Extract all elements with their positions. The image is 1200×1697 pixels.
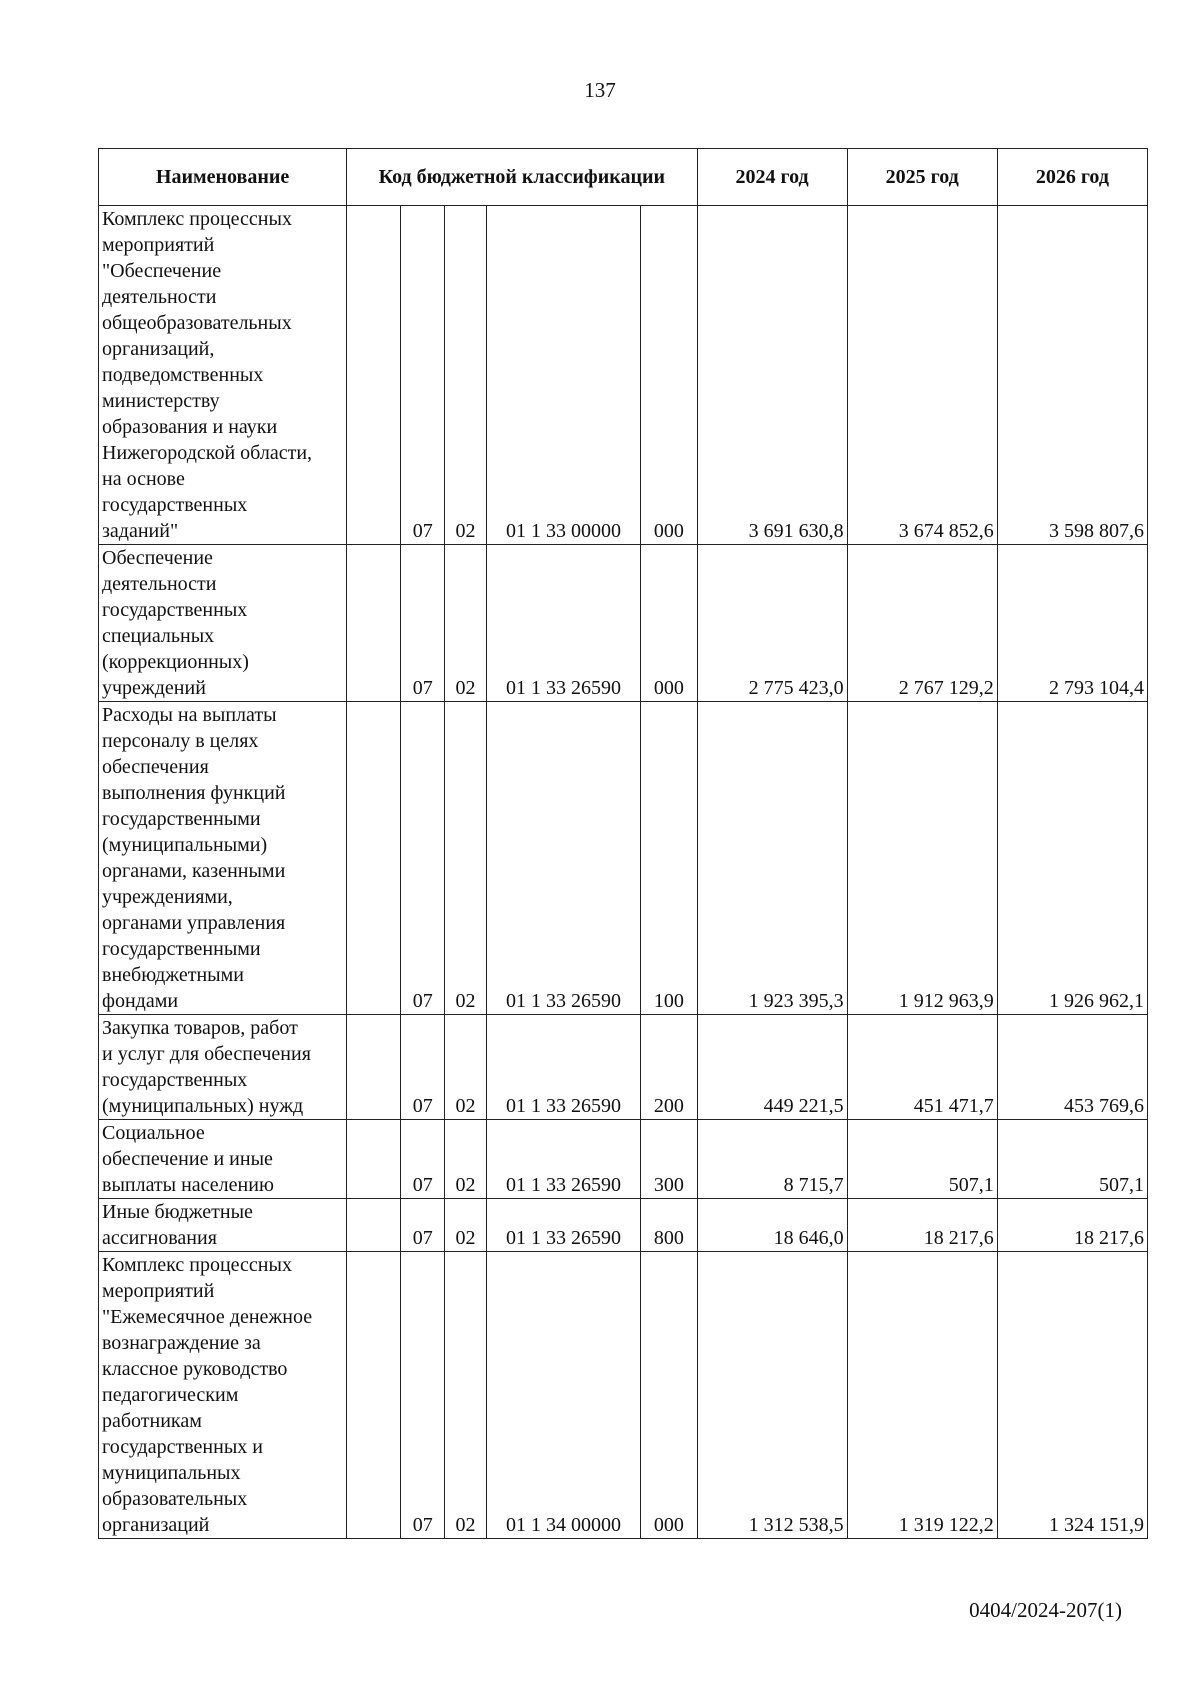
row-name-line: общеобразовательных xyxy=(102,312,292,334)
header-name: Наименование xyxy=(99,149,347,206)
value-2025-cell: 507,1 xyxy=(847,1120,997,1199)
row-name-line: мероприятий xyxy=(102,1280,215,1302)
row-name-line: Комплекс процессных xyxy=(102,208,292,230)
row-name-line: органами, казенными xyxy=(102,860,286,882)
code-blank-cell xyxy=(347,545,401,702)
value-2024-cell: 8 715,7 xyxy=(697,1120,847,1199)
code-expense-type-cell: 800 xyxy=(641,1199,697,1252)
value-2024-cell: 2 775 423,0 xyxy=(697,545,847,702)
budget-table xyxy=(98,148,1148,1539)
value-2024-cell: 1 312 538,5 xyxy=(697,1252,847,1539)
code-blank-cell xyxy=(347,1015,401,1120)
row-name-line: деятельности xyxy=(102,286,217,308)
value-2025-cell: 1 319 122,2 xyxy=(847,1252,997,1539)
code-subsection-cell: 02 xyxy=(445,1015,487,1120)
code-target-article-cell: 01 1 33 00000 xyxy=(486,206,640,545)
row-name-line: организаций, xyxy=(102,338,215,360)
code-section-cell: 07 xyxy=(401,1015,445,1120)
row-name-line: мероприятий xyxy=(102,234,215,256)
row-name-line: вознаграждение за xyxy=(102,1332,261,1354)
table-row xyxy=(99,206,1148,545)
row-name-cell xyxy=(99,206,347,545)
code-blank-cell xyxy=(347,1199,401,1252)
value-2024-cell: 449 221,5 xyxy=(697,1015,847,1120)
row-name-line: министерству xyxy=(102,390,220,412)
code-blank-cell xyxy=(347,1252,401,1539)
row-name-line: государственными xyxy=(102,938,261,960)
row-name-line: организаций xyxy=(102,1514,210,1536)
row-name-line: учреждениями, xyxy=(102,886,233,908)
document-number: 0404/2024-207(1) xyxy=(969,1598,1122,1622)
table-row xyxy=(99,702,1148,1015)
value-2025-cell: 18 217,6 xyxy=(847,1199,997,1252)
page-number: 137 xyxy=(584,78,616,102)
code-expense-type-cell: 000 xyxy=(641,206,697,545)
row-name-line: образования и науки xyxy=(102,416,278,438)
row-name-line: "Ежемесячное денежное xyxy=(102,1306,313,1328)
code-section-cell: 07 xyxy=(401,702,445,1015)
row-name-line: внебюджетными xyxy=(102,964,244,986)
row-name-line: классное руководство xyxy=(102,1358,288,1380)
row-name-line: обеспечение и иные xyxy=(102,1148,273,1170)
row-name-line: Нижегородской области, xyxy=(102,442,313,464)
row-name-line: и услуг для обеспечения xyxy=(102,1043,311,1065)
code-section-cell: 07 xyxy=(401,206,445,545)
row-name-line: выплаты населению xyxy=(102,1174,274,1196)
table-row xyxy=(99,1199,1148,1252)
row-name-line: Обеспечение xyxy=(102,547,213,569)
row-name-line: Социальное xyxy=(102,1122,205,1144)
table-row xyxy=(99,545,1148,702)
value-2026-cell: 453 769,6 xyxy=(997,1015,1147,1120)
code-target-article-cell: 01 1 34 00000 xyxy=(486,1252,640,1539)
value-2025-cell: 3 674 852,6 xyxy=(847,206,997,545)
value-2026-cell: 507,1 xyxy=(997,1120,1147,1199)
table-row xyxy=(99,1252,1148,1539)
code-expense-type-cell: 000 xyxy=(641,1252,697,1539)
value-2025-cell: 1 912 963,9 xyxy=(847,702,997,1015)
code-expense-type-cell: 200 xyxy=(641,1015,697,1120)
table-row xyxy=(99,1120,1148,1199)
row-name-line: (муниципальными) xyxy=(102,834,268,856)
row-name-line: (коррекционных) xyxy=(102,651,249,673)
header-code: Код бюджетной классификации xyxy=(347,149,697,206)
value-2025-cell: 2 767 129,2 xyxy=(847,545,997,702)
code-target-article-cell: 01 1 33 26590 xyxy=(486,1120,640,1199)
code-subsection-cell: 02 xyxy=(445,1252,487,1539)
row-name-line: деятельности xyxy=(102,573,217,595)
row-name-line: педагогическим xyxy=(102,1384,239,1406)
row-name-line: специальных xyxy=(102,625,215,647)
row-name-line: органами управления xyxy=(102,912,286,934)
header-2024: 2024 год xyxy=(697,149,847,206)
value-2026-cell: 1 324 151,9 xyxy=(997,1252,1147,1539)
row-name-line: государственных xyxy=(102,494,248,516)
value-2026-cell: 18 217,6 xyxy=(997,1199,1147,1252)
row-name-cell xyxy=(99,1015,347,1120)
row-name-line: государственных и xyxy=(102,1436,263,1458)
table-body xyxy=(99,206,1148,1539)
row-name-line: персоналу в целях xyxy=(102,730,259,752)
row-name-line: выполнения функций xyxy=(102,782,286,804)
code-subsection-cell: 02 xyxy=(445,545,487,702)
code-expense-type-cell: 000 xyxy=(641,545,697,702)
code-blank-cell xyxy=(347,206,401,545)
row-name-line: фондами xyxy=(102,990,179,1012)
row-name-cell xyxy=(99,702,347,1015)
row-name-cell xyxy=(99,1120,347,1199)
code-section-cell: 07 xyxy=(401,1252,445,1539)
code-section-cell: 07 xyxy=(401,1120,445,1199)
row-name-cell xyxy=(99,545,347,702)
code-section-cell: 07 xyxy=(401,1199,445,1252)
row-name-line: (муниципальных) нужд xyxy=(102,1095,304,1117)
code-expense-type-cell: 100 xyxy=(641,702,697,1015)
row-name-line: на основе xyxy=(102,468,185,490)
code-subsection-cell: 02 xyxy=(445,1199,487,1252)
row-name-line: государственных xyxy=(102,1069,248,1091)
row-name-line: работникам xyxy=(102,1410,202,1432)
code-subsection-cell: 02 xyxy=(445,702,487,1015)
row-name-line: Иные бюджетные xyxy=(102,1201,253,1223)
code-subsection-cell: 02 xyxy=(445,206,487,545)
table-row xyxy=(99,1015,1148,1120)
value-2024-cell: 1 923 395,3 xyxy=(697,702,847,1015)
header-row xyxy=(99,149,1148,206)
value-2024-cell: 18 646,0 xyxy=(697,1199,847,1252)
value-2026-cell: 1 926 962,1 xyxy=(997,702,1147,1015)
code-target-article-cell: 01 1 33 26590 xyxy=(486,545,640,702)
row-name-line: заданий" xyxy=(102,520,179,542)
code-blank-cell xyxy=(347,1120,401,1199)
row-name-line: "Обеспечение xyxy=(102,260,222,282)
header-2026: 2026 год xyxy=(997,149,1147,206)
row-name-line: учреждений xyxy=(102,677,206,699)
code-subsection-cell: 02 xyxy=(445,1120,487,1199)
row-name-line: муниципальных xyxy=(102,1462,241,1484)
row-name-cell xyxy=(99,1199,347,1252)
row-name-line: Расходы на выплаты xyxy=(102,704,277,726)
code-target-article-cell: 01 1 33 26590 xyxy=(486,1015,640,1120)
code-blank-cell xyxy=(347,702,401,1015)
code-target-article-cell: 01 1 33 26590 xyxy=(486,1199,640,1252)
row-name-line: образовательных xyxy=(102,1488,248,1510)
row-name-line: государственных xyxy=(102,599,248,621)
value-2025-cell: 451 471,7 xyxy=(847,1015,997,1120)
code-expense-type-cell: 300 xyxy=(641,1120,697,1199)
code-target-article-cell: 01 1 33 26590 xyxy=(486,702,640,1015)
row-name-line: обеспечения xyxy=(102,756,209,778)
row-name-line: Закупка товаров, работ xyxy=(102,1017,298,1039)
row-name-line: государственными xyxy=(102,808,261,830)
value-2024-cell: 3 691 630,8 xyxy=(697,206,847,545)
row-name-line: Комплекс процессных xyxy=(102,1254,292,1276)
row-name-cell xyxy=(99,1252,347,1539)
value-2026-cell: 3 598 807,6 xyxy=(997,206,1147,545)
value-2026-cell: 2 793 104,4 xyxy=(997,545,1147,702)
row-name-line: ассигнования xyxy=(102,1227,217,1249)
row-name-line: подведомственных xyxy=(102,364,264,386)
header-2025: 2025 год xyxy=(847,149,997,206)
code-section-cell: 07 xyxy=(401,545,445,702)
